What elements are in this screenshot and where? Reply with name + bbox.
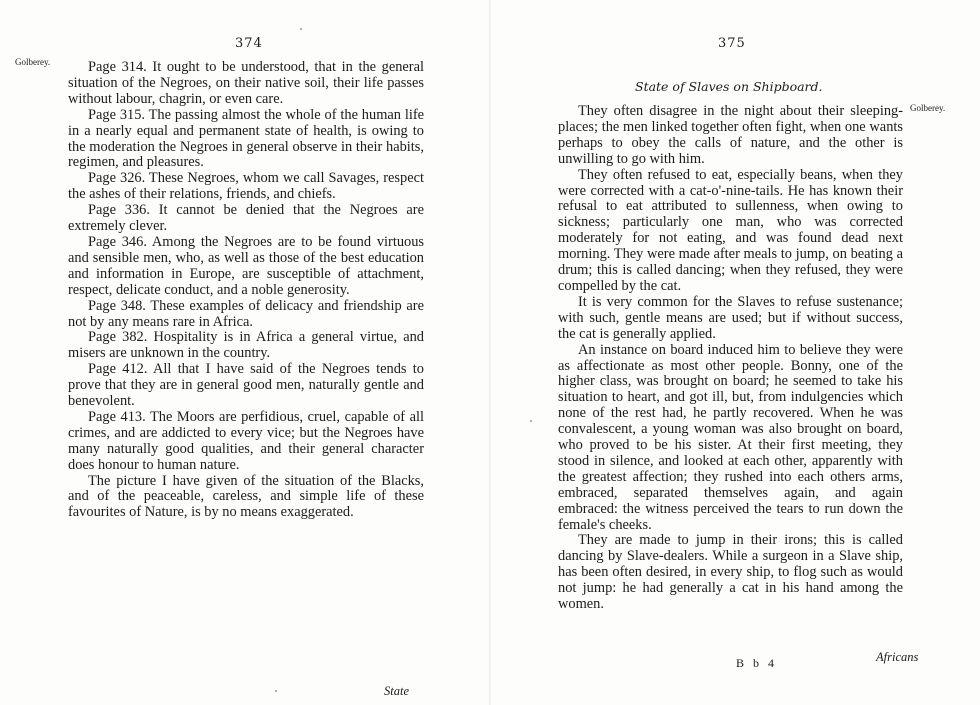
paragraph: Page 315. The passing almost the whole of the human life in a nearly equal and permanent state of health, is owing to the moderation the Negroes in general observe in their habits, regimen, and pleasures. xyxy=(68,106,424,171)
paragraph: Page 412. All that I have said of the Negroes tends to prove that they are in general good men, naturally gentle and benevolent. xyxy=(68,361,424,410)
paper-speck xyxy=(300,28,302,30)
paragraph: Page 348. These examples of delicacy and friendship are not by any means rare in Africa. xyxy=(68,297,424,330)
paper-speck xyxy=(530,420,532,422)
paragraph: They often disagree in the night about their sleeping-places; the men linked together often fight, when one wants perhaps to obey the calls of nature, and the other is unwilling to go with him. xyxy=(558,103,903,167)
paragraph: Page 314. It ought to be understood, that in the general situation of the Negroes, on their native soil, their life passes without labour, chagrin, or even care. xyxy=(68,59,424,107)
paper-speck xyxy=(275,690,277,692)
running-head: State of Slaves on Shipboard. xyxy=(635,79,823,94)
paragraph: Page 326. These Negroes, whom we call Savages, respect the ashes of their relations, friends, and chiefs. xyxy=(68,170,424,203)
paragraph: They often refused to eat, especially beans, when they were corrected with a cat-o'-nine-tails. He has known their refusal to eat attributed to sullenness, when owing to sickness; particularly one man, who was corrected moderately for not eating, and was found dead next morning. They were made after meals to jump, on beating a drum; this is called dancing; when they refused, they were compelled by the cat. xyxy=(558,166,903,294)
catchword: State xyxy=(384,684,409,698)
paragraph: It is very common for the Slaves to refuse sustenance; with such, gentle means are used; but if without success, the cat is generally applied. xyxy=(558,293,903,342)
right-page xyxy=(490,0,980,705)
margin-note: Golberey. xyxy=(910,103,946,113)
right-body-text xyxy=(558,104,903,613)
paragraph: The picture I have given of the situation of the Blacks, and of the peaceable, careless, and simple life of these favourites of Nature, is by no means exaggerated. xyxy=(68,472,424,521)
paragraph: They are made to jump in their irons; this is called dancing by Slave-dealers. While a surgeon in a Slave ship, has been often desired, in every ship, to flog such as would not jump: he had generally a cat in his hand among the women. xyxy=(558,532,903,613)
signature-mark: B b 4 xyxy=(736,656,778,670)
margin-note: Golberey. xyxy=(15,57,51,67)
paragraph: Page 336. It cannot be denied that the Negroes are extremely clever. xyxy=(68,202,424,235)
catchword: Africans xyxy=(876,650,919,664)
paragraph: Page 413. The Moors are perfidious, cruel, capable of all crimes, and are addicted to every vice; but the Negroes have many naturally good qualities, and their general character does honour to human nature. xyxy=(68,408,424,473)
left-body-text xyxy=(68,60,424,521)
page-number: 374 xyxy=(235,36,263,51)
paragraph: Page 346. Among the Negroes are to be found virtuous and sensible men, who, as well as those of the best education and information in Europe, are susceptible of attachment, respect, delicate conduct, and a noble generosity. xyxy=(68,233,424,298)
paragraph: An instance on board induced him to believe they were as affectionate as most other people. Bonny, one of the higher class, was brought on board; he seemed to take his situation to heart, and got ill, but, from indulgencies which none of the rest had, he partly recovered. When he was convalescent, a young woman was also brought on board, who proved to be his sister. At their first meeting, they stood in silence, and looked at each other, apparently with the greatest affection; they rushed into each others arms, embraced, separated themselves again, and again embraced: the witness perceived the tears to run down the female's cheeks. xyxy=(558,341,903,533)
paragraph: Page 382. Hospitality is in Africa a general virtue, and misers are unknown in the country. xyxy=(68,329,424,362)
page-number: 375 xyxy=(718,36,746,51)
